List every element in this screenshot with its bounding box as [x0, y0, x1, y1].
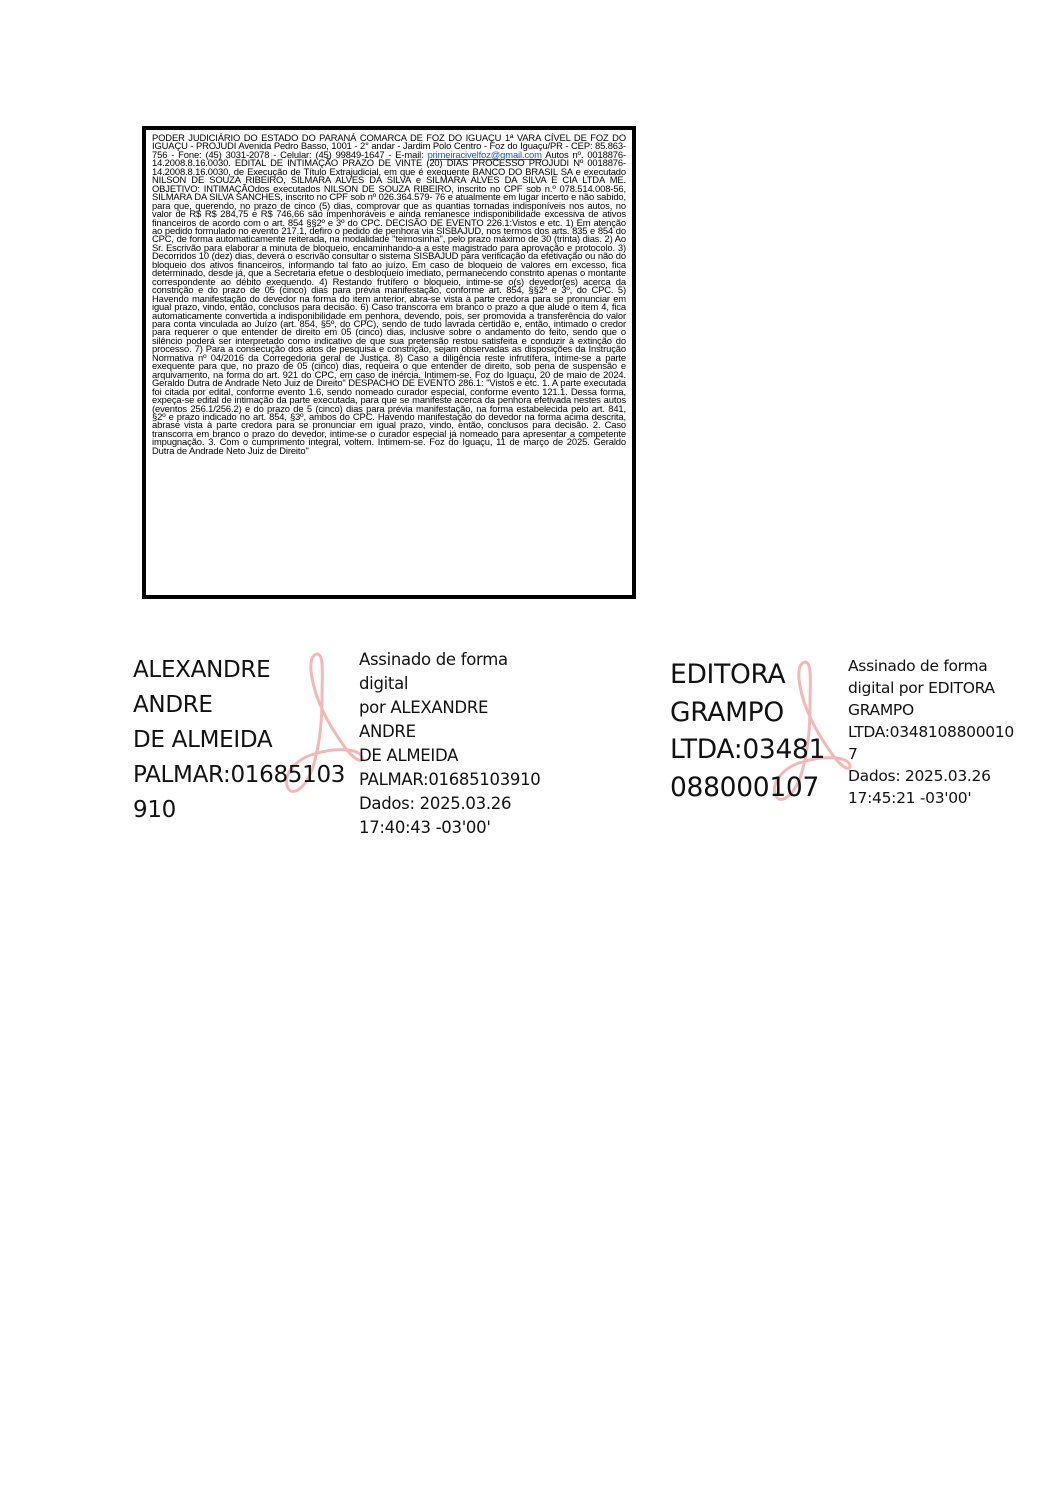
edital-notice-box	[142, 126, 636, 599]
signer-2-details: Assinado de forma digital por EDITORA GRAMPO LTDA:0348108800010 7 Dados: 2025.03.26 17:45:21 -03'00'	[848, 657, 1014, 807]
signer-1-details: Assinado de forma digital por ALEXANDRE ANDRE DE ALMEIDA PALMAR:01685103910 Dados: 2025.03.26 17:40:43 -03'00'	[359, 650, 541, 837]
notice-text-header: PODER JUDICIÁRIO DO ESTADO DO PARANÁ COMARCA DE FOZ DO IGUAÇU 1ª VARA CÍVEL DE FOZ DO IGUAÇU - PROJUDI Avenida Pedro Basso, 1001 - 2° andar - Jardim Polo Centro - Foz do Iguaçu/PR - CEP: 85.863-756 - Fone: (45) 3031-2078 - Celular: (45) 99849-1647 - E-mail:	[152, 132, 626, 160]
notice-text-body: Autos nº. 0018876-14.2008.8.16.0030. EDITAL DE INTIMAÇÃO PRAZO DE VINTE (20) DIAS PROCESSO PROJUDI Nº 0018876-14.2008.8.16.0030, de Execução de Título Extrajudicial, em que é exequente BANCO DO BRASIL SA e executado NILSON DE SOUZA RIBEIRO, SILMARA ALVES DA SILVA e SILMARA ALVES DA SILVA E CIA LTDA ME. OBJETIVO: INTIMAÇÃOdos executados NILSON DE SOUZA RIBEIRO, inscrito no CPF sob n.º 078.514.008-56, SILMARA DA SILVA SANCHES, inscrito no CPF sob nº 026.364.579- 76 e atualmente em lugar incerto e não sabido, para que, querendo, no prazo de cinco (5) dias, comprovar que as quantias tornadas indisponíveis nos autos, no valor de R$ R$ 284,75 e R$ 746,66 são impenhoráveis e ainda remanesce indisponibilidade excessiva de ativos financeiros de acordo com o art. 854 §§2º e 3º do CPC. DECISÃO DE EVENTO 226.1:Vistos e etc. 1) Em atenção ao pedido formulado no evento 217.1, defiro o pedido de penhora via SISBAJUD, nos termos dos arts. 835 e 854 do CPC, de forma automaticamente reiterada, na modalidade "teimosinha", pelo prazo máximo de 30 (trinta) dias. 2) Ao Sr. Escrivão para elaborar a minuta de bloqueio, encaminhando-a a este magistrado para aprovação e protocolo. 3) Decorridos 10 (dez) dias, deverá o escrivão consultar o sistema SISBAJUD para verificação da efetivação ou não do bloqueio dos ativos financeiros, informando tal fato ao juízo. Em caso de bloqueio de valores em excesso, fica determinado, desde já, que a Secretaria efetue o desbloqueio imediato, permanecendo constrito apenas o montante correspondente ao débito exequendo. 4) Restando frutífero o bloqueio, intime-se o(s) devedor(es) acerca da constrição e do prazo de 05 (cinco) dias para prévia manifestação, conforme art. 854, §§2º e 3º, do CPC. 5) Havendo manifestação do devedor na forma do item anterior, abra-se vista à parte credora para se pronunciar em igual prazo, vindo, então, conclusos para decisão. 6) Caso transcorra em branco o prazo a que alude o item 4, fica automaticamente convertida a indisponibilidade em penhora, devendo, pois, ser promovida a transferência do valor para conta vinculada ao Juízo (art. 854, §5º, do CPC), sendo de tudo lavrada certidão e, então, intimado o credor para requerer o que entender de direito em 05 (cinco) dias, inclusive sobre o andamento do feito, sendo que o silêncio poderá ser interpretado como indicativo de que sua pretensão restou satisfeita e conduzir à extinção do processo. 7) Para a consecução dos atos de pesquisa e constrição, sejam observadas as disposições da Instrução Normativa nº 04/2016 da Corregedoria geral de Justiça. 8) Caso a diligência reste infrutífera, intime-se a parte exequente para que, no prazo de 05 (cinco) dias, requeira o que entender de direito, sob pena de suspensão e arquivamento, na forma do art. 921 do CPC, em caso de inércia. Intimem-se. Foz do Iguaçu, 20 de maio de 2024. Geraldo Dutra de Andrade Neto Juiz de Direito" DESPACHO DE EVENTO 286.1: "Vistos e etc. 1. A parte executada foi citada por edital, conforme evento 1.6, sendo nomeado curador especial, conforme evento 121.1. Dessa forma, expeça-se edital de intimação da parte executada, para que se manifeste acerca da penhora efetivada nestes autos (eventos 256.1/256.2) e do prazo de 5 (cinco) dias para prévia manifestação, na forma estabelecida pelo art. 841, §2º e prazo indicado no art. 854, §3º, ambos do CPC. Havendo manifestação do devedor na forma acima descrita, abrase vista à parte credora para se pronunciar em igual prazo, vindo, então, conclusos para decisão. 2. Caso transcorra em branco o prazo do devedor, intime-se o curador especial já nomeado para apresentar a competente impugnação. 3. Com o cumprimento integral, voltem. Intimem-se. Foz do Iguaçu, 11 de março de 2025. Geraldo Dutra de Andrade Neto Juiz de Direito"	[152, 148, 626, 456]
court-email-link[interactable]: primeiracivelfoz@gmail.com	[427, 148, 542, 160]
signer-1-name: ALEXANDRE ANDRE DE ALMEIDA PALMAR:01685103 910	[133, 657, 346, 823]
signer-2-name: EDITORA GRAMPO LTDA:03481 088000107	[670, 659, 826, 803]
edital-notice-text	[152, 134, 626, 455]
